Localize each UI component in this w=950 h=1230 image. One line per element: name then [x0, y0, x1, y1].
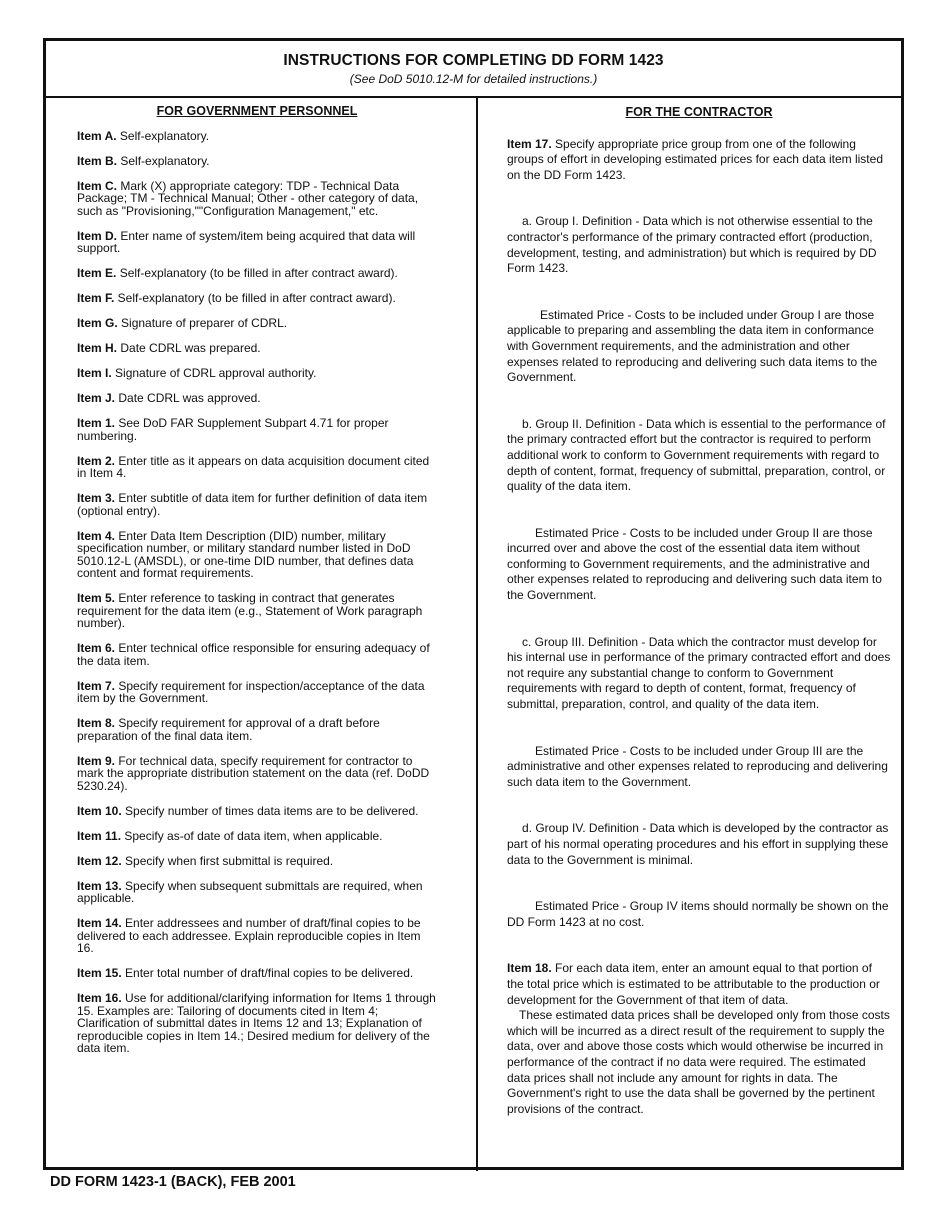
instruction-item [77, 367, 437, 380]
instruction-item-label: Item J. [77, 391, 116, 405]
group-2-definition: b. Group II. Definition - Data which is essential to the performance of the primary contracted effort but the contractor is required to perform additional work to conform to Government requirements with regard to depth of content, format, frequency of submittal, preparation, control, or quality of the data item. [507, 416, 886, 494]
government-personnel-heading: FOR GOVERNMENT PERSONNEL [156, 104, 358, 118]
instruction-item-label: Item I. [77, 366, 112, 380]
instruction-item [77, 805, 437, 818]
instruction-item-text: Enter technical office responsible for ensuring adequacy of the data item. [77, 641, 430, 668]
group-3-estimated-price: Estimated Price - Costs to be included under Group III are the administrative and other expenses related to reproducing and delivering such data item to the Government. [507, 743, 888, 789]
instruction-item [77, 292, 437, 305]
item-18-continued: These estimated data prices shall be developed only from those costs which will be incurred as a direct result of the requirement to supply the data, over and above those costs which would otherwise be incurred in performance of the contract if no data were required. The estimated data prices shall not include any amount for rights in data. The Government's right to use the data shall be governed by the pertinent provisions of the contract. [507, 1008, 890, 1116]
group-4-estimated-price: Estimated Price - Group IV items should normally be shown on the DD Form 1423 at no cost. [507, 899, 889, 929]
instruction-item [77, 417, 437, 442]
instruction-item-text: Enter name of system/item being acquired that data will support. [77, 228, 416, 255]
instruction-item [77, 917, 437, 955]
instruction-item-text: Mark (X) appropriate category: TDP - Technical Data Package; TM - Technical Manual; Other - other category of data, such as "Provisioning,""Configuration Management," etc. [77, 178, 419, 218]
instruction-item [77, 392, 437, 405]
instruction-item [77, 642, 437, 667]
form-title: INSTRUCTIONS FOR COMPLETING DD FORM 1423 [283, 52, 664, 69]
instruction-item-text: Enter total number of draft/final copies to be delivered. [121, 966, 414, 980]
instruction-item-text: Date CDRL was approved. [115, 391, 261, 405]
instruction-item [77, 680, 437, 705]
instruction-item [77, 267, 437, 280]
instruction-item-label: Item 1. [77, 416, 116, 430]
instruction-item [77, 880, 437, 905]
column-divider [476, 98, 478, 1171]
group-3-definition: c. Group III. Definition - Data which the contractor must develop for his internal use in performance of the primary contracted effort and does not require any substantial change to conform to Government requirements with regard to depth of content, format, frequency of submittal, preparation, control, and quality of the data item. [507, 634, 891, 712]
instruction-item-label: Item 15. [77, 966, 122, 980]
instruction-item-text: Enter reference to tasking in contract that generates requirement for the data item (e.g., Statement of Work paragraph number). [77, 591, 423, 630]
form-number-footer: DD FORM 1423-1 (BACK), FEB 2001 [50, 1174, 296, 1190]
instruction-item [77, 155, 437, 168]
instruction-item [77, 317, 437, 330]
instruction-item-label: Item 6. [77, 641, 116, 655]
instruction-item-text: Use for additional/clarifying information for Items 1 through 15. Examples are: Tailoring of documents cited in Item 4; Clarification of submittal dates in Items 12 and 13; Explanation of reproducible copies in Item 14.; Desired medium for delivery of the data item. [77, 991, 436, 1055]
instruction-item [77, 967, 437, 980]
instruction-item-text: Specify as-of date of data item, when applicable. [121, 828, 383, 843]
instruction-item [77, 992, 437, 1055]
instruction-item-label: Item 4. [77, 528, 116, 543]
instruction-item-label: Item A. [77, 128, 117, 143]
instruction-item-text: Signature of preparer of CDRL. [117, 316, 288, 330]
group-1-estimated-price: Estimated Price - Costs to be included under Group I are those applicable to preparing and assembling the data item in conformance with Government requirements, and the administration and other expenses related to reproducing and delivering such data items to the Government. [507, 307, 878, 385]
instruction-item-label: Item 5. [77, 591, 116, 605]
instruction-item-text: Self-explanatory. [117, 153, 210, 168]
contractor-heading: FOR THE CONTRACTOR [625, 105, 773, 119]
instruction-item-label: Item E. [77, 266, 117, 280]
instruction-item-text: See DoD FAR Supplement Subpart 4.71 for proper numbering. [77, 416, 389, 443]
item-17 [507, 137, 891, 184]
instruction-item-label: Item 2. [77, 453, 116, 468]
instruction-item-text: Self-explanatory. [116, 128, 210, 143]
item-18-label: Item 18. [507, 961, 552, 976]
instruction-item-label: Item 12. [77, 853, 122, 868]
government-personnel-column [77, 105, 437, 1067]
instruction-item-text: Self-explanatory (to be filled in after contract award). [114, 291, 396, 305]
instruction-item [77, 530, 437, 580]
instruction-item-text: For technical data, specify requirement for contractor to mark the appropriate distribution statement on the data (ref. DoDD 5230.24). [77, 753, 430, 793]
form-header [46, 41, 901, 98]
instruction-list [77, 130, 437, 1055]
instruction-item-label: Item F. [77, 291, 115, 305]
instruction-item-text: Specify requirement for inspection/acceptance of the data item by the Government. [77, 678, 425, 705]
instruction-item-text: Enter addressees and number of draft/final copies to be delivered to each addressee. Explain reproducible copies in Item 16. [77, 916, 421, 955]
instruction-item-label: Item 10. [77, 803, 122, 818]
instruction-item-label: Item B. [77, 153, 118, 168]
instruction-item-text: Specify when subsequent submittals are required, when applicable. [77, 878, 423, 905]
instruction-item [77, 342, 437, 355]
instruction-item [77, 855, 437, 868]
item-18-text: For each data item, enter an amount equal to that portion of the total price which is estimated to be attributable to the production or development for the Government of that item of data. [507, 961, 880, 1007]
instruction-item [77, 230, 437, 255]
item-17-label: Item 17. [507, 136, 552, 151]
contractor-column [507, 105, 891, 1117]
instruction-item-text: Specify requirement for approval of a draft before preparation of the final data item. [77, 716, 380, 743]
instruction-item [77, 130, 437, 143]
group-2-estimated-price: Estimated Price - Costs to be included under Group II are those incurred over and above the cost of the essential data item without conforming to Government requirements, and the administrative and other expenses related to reproducing and delivering such data item to the Government. [507, 525, 882, 603]
instruction-item-text: Enter Data Item Description (DID) number, military specification number, or military standard number listed in DoD 5010.12-L (AMSDL), or one-time DID number, that defines data content and format requirements. [77, 528, 414, 580]
instruction-item-text: Date CDRL was prepared. [117, 341, 261, 355]
instruction-item [77, 455, 437, 480]
instruction-item-text: Enter subtitle of data item for further definition of data item (optional entry). [77, 491, 428, 518]
instruction-item-text: Specify when first submittal is required. [121, 853, 334, 868]
form-frame [43, 38, 904, 1170]
group-1-definition: a. Group I. Definition - Data which is not otherwise essential to the contractor's performance of the primary contracted effort (production, development, testing, and administration) but which is required by DD Form 1423. [507, 214, 877, 276]
instruction-item-label: Item 13. [77, 878, 122, 893]
instruction-item-label: Item D. [77, 228, 118, 243]
instruction-item [77, 755, 437, 793]
instruction-item-label: Item 8. [77, 716, 116, 730]
instruction-item-label: Item C. [77, 178, 118, 193]
instruction-item [77, 592, 437, 630]
instruction-item-label: Item 3. [77, 491, 116, 505]
instruction-item-text: Signature of CDRL approval authority. [111, 366, 317, 380]
instruction-item [77, 717, 437, 742]
instruction-item-label: Item G. [77, 316, 118, 330]
instruction-item-label: Item 16. [77, 991, 122, 1005]
instruction-item [77, 180, 437, 218]
instruction-item [77, 492, 437, 517]
item-18 [507, 961, 891, 1008]
instruction-item-label: Item 14. [77, 916, 122, 930]
instruction-item-label: Item 11. [77, 828, 122, 843]
instruction-item-label: Item H. [77, 341, 118, 355]
instruction-item [77, 830, 437, 843]
item-17-text: Specify appropriate price group from one of the following groups of effort in developing estimated prices for each data item listed on the DD Form 1423. [507, 136, 883, 182]
instruction-item-label: Item 7. [77, 678, 116, 693]
instruction-item-text: Enter title as it appears on data acquisition document cited in Item 4. [77, 453, 430, 480]
instruction-item-text: Specify number of times data items are to be delivered. [121, 803, 419, 818]
form-subtitle: (See DoD 5010.12-M for detailed instructions.) [349, 72, 598, 86]
group-4-definition: d. Group IV. Definition - Data which is developed by the contractor as part of his normal operating procedures and his effort in supplying these data to the Government is minimal. [507, 821, 889, 867]
instruction-item-text: Self-explanatory (to be filled in after contract award). [116, 266, 398, 280]
instruction-item-label: Item 9. [77, 753, 116, 768]
